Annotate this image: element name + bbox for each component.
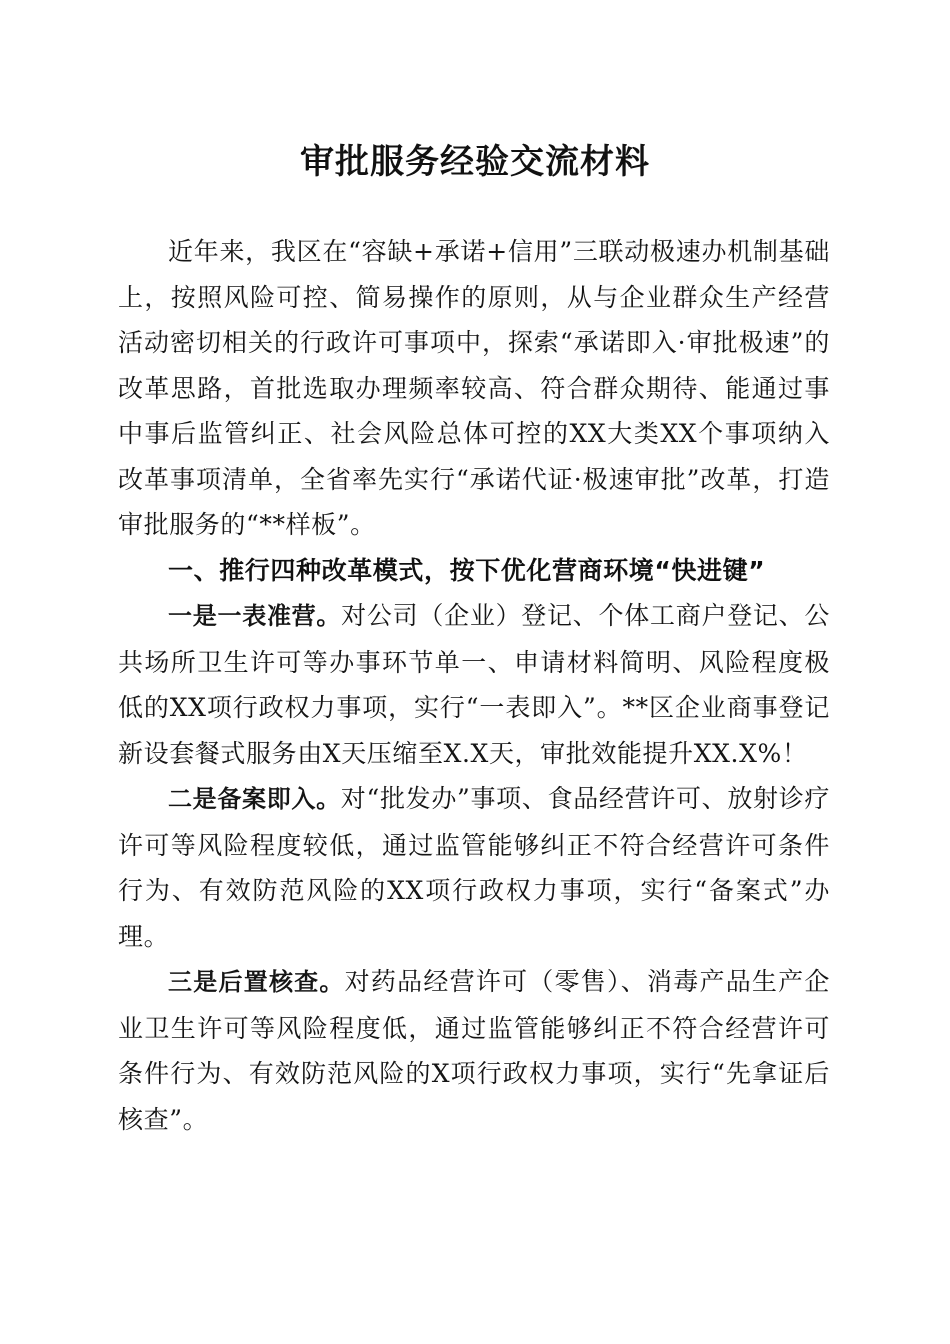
item-lead: 三是后置核查。 [168,968,345,996]
document-body [118,229,830,1142]
page-title: 审批服务经验交流材料 [300,142,650,182]
item-text: 对药品经营许可（零售）、消毒产品生产企业卫生许可等风险程度低，通过监管能够纠正不符合经营许可条件行为、有效防范风险的X项行政权力事项，实行“先拿证后核查”。 [118,967,830,1134]
item-text: 对“批发办”事项、食品经营许可、放射诊疗许可等风险程度较低，通过监管能够纠正不符合经营许可条件行为、有效防范风险的XX项行政权力事项，实行“备案式”办理。 [118,784,830,951]
list-item [118,776,830,959]
item-text: 对公司（企业）登记、个体工商户登记、公共场所卫生许可等办事环节单一、申请材料简明、风险程度极低的XX项行政权力事项，实行“一表即入”。**区企业商事登记新设套餐式服务由X天压缩至X.X天，审批效能提升XX.X%！ [118,601,830,768]
intro-paragraph: 近年来，我区在“容缺+承诺+信用”三联动极速办机制基础上，按照风险可控、简易操作的原则，从与企业群众生产经营活动密切相关的行政许可事项中，探索“承诺即入·审批极速”的改革思路，首批选取办理频率较高、符合群众期待、能通过事中事后监管纠正、社会风险总体可控的XX大类XX个事项纳入改革事项清单，全省率先实行“承诺代证·极速审批”改革，打造审批服务的“**样板”。 [118,237,830,539]
section-heading: 一、推行四种改革模式，按下优化营商环境“快进键” [168,555,766,585]
list-item [118,959,830,1142]
item-lead: 二是备案即入。 [168,785,341,813]
list-item [118,593,830,776]
item-lead: 一是一表准营。 [168,602,342,630]
